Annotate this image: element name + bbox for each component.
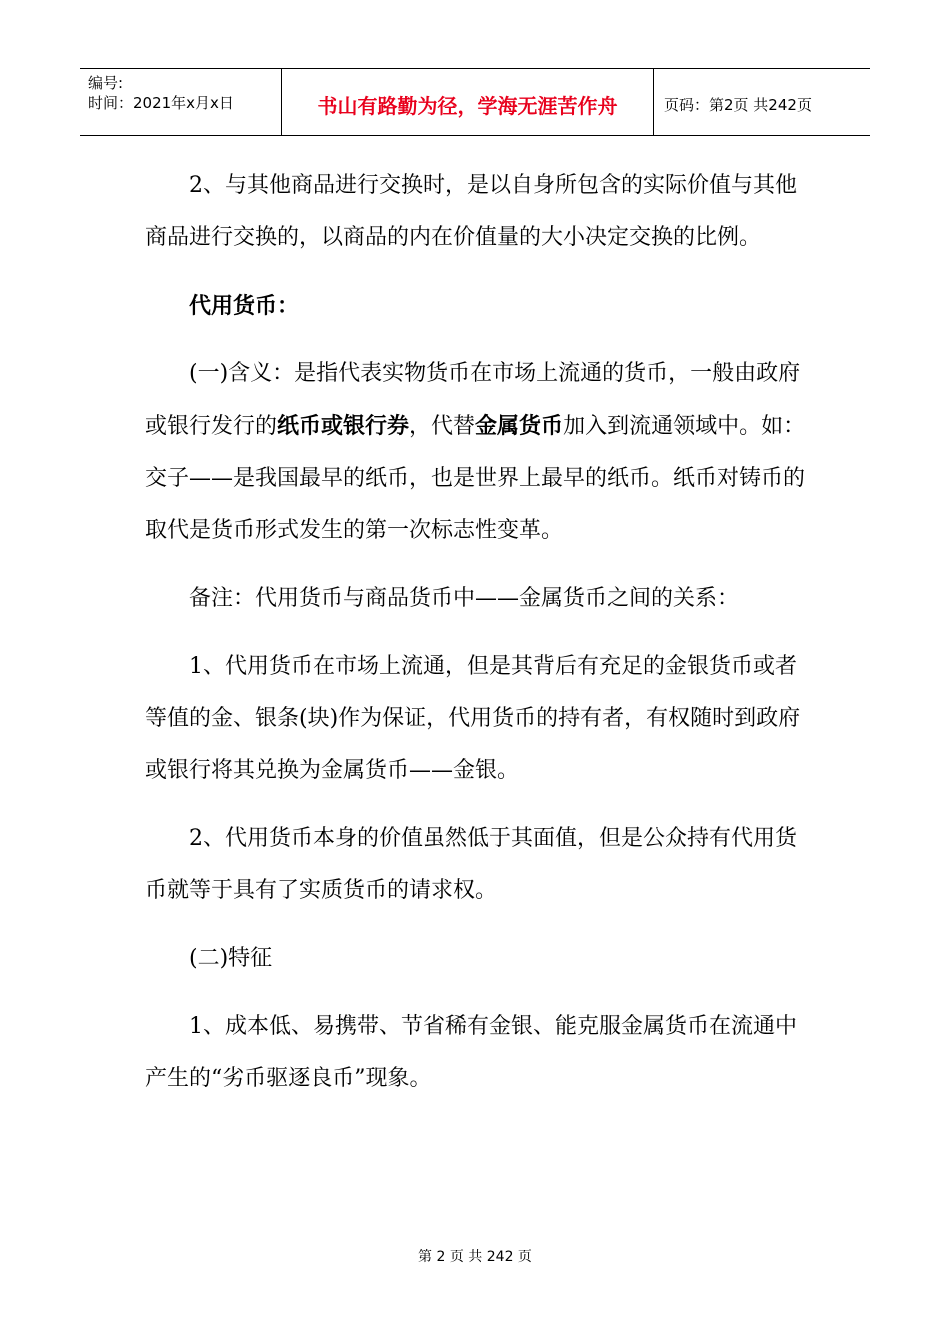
paragraph-feature-1: 1、成本低、易携带、节省稀有金银、能克服金属货币在流通中产生的“劣币驱逐良币”现象。: [145, 1014, 797, 1091]
definition-text-e: 加入到流通领域中。如：交子——是我国最早的纸币，也是世界上最早的纸币。纸币对铸币的取代是货币形式发生的第一次标志性变革。: [145, 414, 806, 543]
paragraph-definition: [145, 348, 810, 557]
section-heading: 代用货币：: [189, 293, 300, 319]
definition-text-c: ，代替: [409, 414, 476, 439]
definition-text-a: (一)含义：是指代表实物货币在市场上流通的货币，一般由政府或银行发行的: [145, 361, 801, 439]
header-page-info: 页码：第2页 共242页: [664, 95, 812, 114]
paragraph-features-heading: (二)特征: [189, 946, 273, 971]
document-number-label: 编号:: [88, 74, 124, 92]
header-meta: [80, 69, 282, 135]
document-date: 时间：2021年x月x日: [88, 94, 234, 112]
paragraph-exchange: 2、与其他商品进行交换时，是以自身所包含的实际价值与其他商品进行交换的，以商品的内在价值量的大小决定交换的比例。: [145, 173, 797, 250]
definition-bold-paper-money: 纸币或银行券: [277, 413, 410, 439]
page-header: [80, 68, 870, 136]
definition-bold-metal-money: 金属货币: [475, 413, 564, 439]
paragraph-relation-1: 1、代用货币在市场上流通，但是其背后有充足的金银货币或者等值的金、银条(块)作为保证，代用货币的持有者，有权随时到政府或银行将其兑换为金属货币——金银。: [145, 654, 801, 783]
paragraph-relation-2: 2、代用货币本身的价值虽然低于其面值，但是公众持有代用货币就等于具有了实质货币的请求权。: [145, 826, 797, 903]
document-body: [145, 160, 810, 1121]
page-footer: 第 2 页 共 242 页: [418, 1249, 532, 1265]
paragraph-note: 备注：代用货币与商品货币中——金属货币之间的关系：: [189, 586, 740, 611]
header-motto: 书山有路勤为径，学海无涯苦作舟: [282, 69, 654, 135]
